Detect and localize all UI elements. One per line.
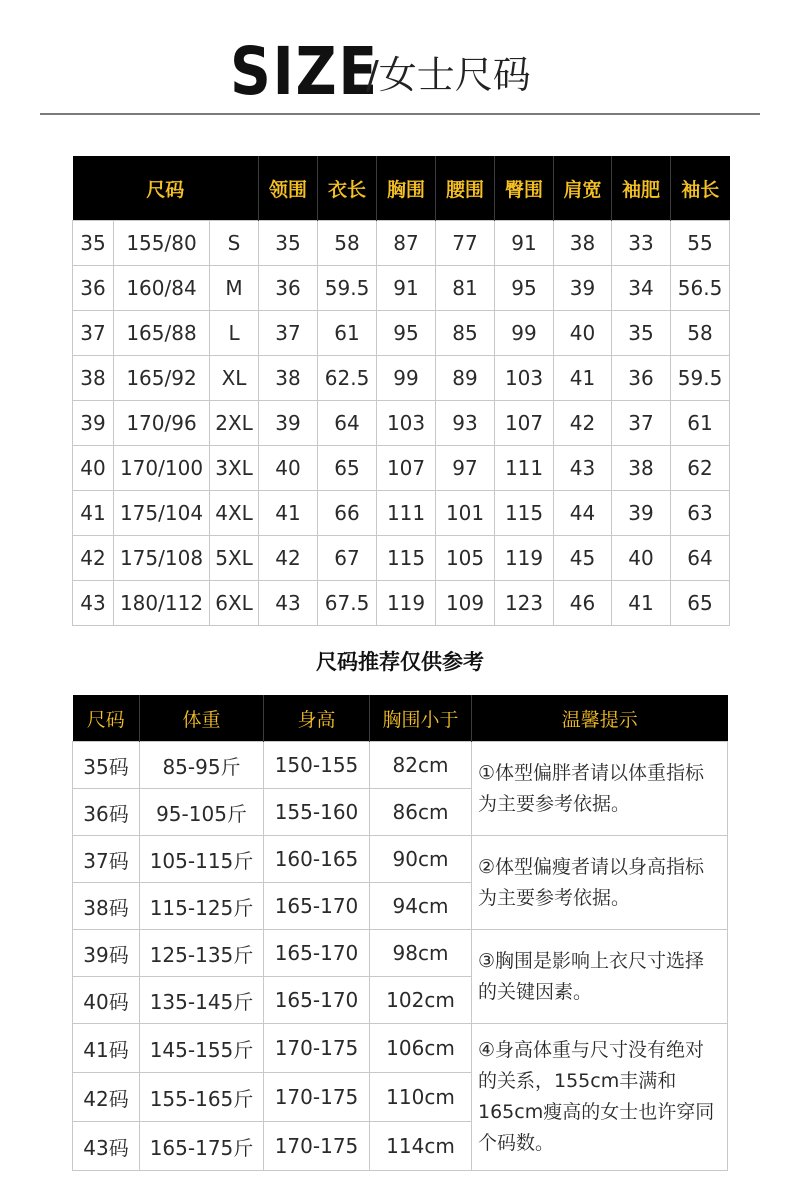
table-cell: 97 — [436, 446, 495, 491]
table-cell: 165-175斤 — [140, 1122, 264, 1171]
table-cell: 34 — [612, 266, 671, 311]
table-cell: 38 — [554, 221, 612, 266]
table-cell: 67 — [318, 536, 377, 581]
table-cell: 40 — [73, 446, 114, 491]
table-cell: 3XL — [210, 446, 259, 491]
table-cell: 89 — [436, 356, 495, 401]
table-row — [73, 401, 730, 446]
table-cell: 107 — [377, 446, 436, 491]
table-cell: 42 — [554, 401, 612, 446]
table-row — [73, 742, 728, 789]
header-size: 尺码 — [73, 156, 259, 221]
table-cell: 38 — [259, 356, 318, 401]
table-cell: 90cm — [370, 836, 472, 883]
table-cell: 170-175 — [264, 1122, 370, 1171]
table-row — [73, 311, 730, 356]
table-cell: 66 — [318, 491, 377, 536]
table-row — [73, 266, 730, 311]
table-cell: 64 — [671, 536, 730, 581]
table-cell: 39 — [73, 401, 114, 446]
table-cell: 82cm — [370, 742, 472, 789]
table-cell: 115-125斤 — [140, 883, 264, 930]
table-cell: 65 — [671, 581, 730, 626]
table-cell: 165-170 — [264, 930, 370, 977]
table-cell: S — [210, 221, 259, 266]
table-cell: 102cm — [370, 977, 472, 1024]
table-cell: XL — [210, 356, 259, 401]
table-cell: 87 — [377, 221, 436, 266]
table-cell: 91 — [377, 266, 436, 311]
table-cell: 175/108 — [114, 536, 210, 581]
table-cell: 105 — [436, 536, 495, 581]
table-row — [73, 836, 728, 883]
table-cell: 165-170 — [264, 883, 370, 930]
header-length: 衣长 — [318, 156, 377, 221]
table-cell: 36码 — [73, 789, 140, 836]
header-sleeve-width: 袖肥 — [612, 156, 671, 221]
table-cell: 85-95斤 — [140, 742, 264, 789]
table-cell: 86cm — [370, 789, 472, 836]
table-cell: 111 — [495, 446, 554, 491]
table-cell: 115 — [377, 536, 436, 581]
table-cell: 43 — [73, 581, 114, 626]
table-cell: 180/112 — [114, 581, 210, 626]
table-cell: 170/96 — [114, 401, 210, 446]
header-waist: 腰围 — [436, 156, 495, 221]
table-cell: 6XL — [210, 581, 259, 626]
table-cell: 91 — [495, 221, 554, 266]
table-row — [73, 930, 728, 977]
table-cell: 41 — [259, 491, 318, 536]
table-cell: 41码 — [73, 1024, 140, 1073]
table-cell: 109 — [436, 581, 495, 626]
table-cell: 40码 — [73, 977, 140, 1024]
table-cell: 46 — [554, 581, 612, 626]
table-cell: 40 — [259, 446, 318, 491]
table-cell: 43码 — [73, 1122, 140, 1171]
page-subtitle: /女士尺码 — [366, 53, 531, 97]
table-cell: 170-175 — [264, 1024, 370, 1073]
recommend-table-header-row — [73, 695, 728, 742]
table-cell: 155-160 — [264, 789, 370, 836]
table-cell: 150-155 — [264, 742, 370, 789]
table-cell: 42码 — [73, 1073, 140, 1122]
table-cell: 62.5 — [318, 356, 377, 401]
table-cell: 95 — [495, 266, 554, 311]
table-cell: 5XL — [210, 536, 259, 581]
table-cell: 119 — [377, 581, 436, 626]
size-table — [72, 156, 730, 626]
table-cell: 99 — [377, 356, 436, 401]
table-cell: 39码 — [73, 930, 140, 977]
table-cell: 42 — [259, 536, 318, 581]
tip-cell: ④身高体重与尺寸没有绝对的关系，155cm丰满和165cm瘦高的女士也许穿同个码数。 — [472, 1024, 728, 1171]
page-title: SIZE — [230, 33, 379, 110]
table-cell: 59.5 — [318, 266, 377, 311]
table-row — [73, 581, 730, 626]
table-cell: 41 — [73, 491, 114, 536]
table-cell: 145-155斤 — [140, 1024, 264, 1073]
recommend-table — [72, 695, 728, 1171]
header-bust: 胸围 — [377, 156, 436, 221]
table-cell: 103 — [377, 401, 436, 446]
table-cell: 61 — [318, 311, 377, 356]
table-cell: 36 — [259, 266, 318, 311]
table-row — [73, 356, 730, 401]
table-cell: 81 — [436, 266, 495, 311]
table-cell: 44 — [554, 491, 612, 536]
table-cell: 93 — [436, 401, 495, 446]
table-cell: 77 — [436, 221, 495, 266]
table-cell: 67.5 — [318, 581, 377, 626]
table-cell: 40 — [554, 311, 612, 356]
table-cell: 103 — [495, 356, 554, 401]
recommend-title: 尺码推荐仅供参考 — [316, 650, 484, 674]
table-cell: 35 — [73, 221, 114, 266]
table-cell: 38码 — [73, 883, 140, 930]
table-row — [73, 536, 730, 581]
table-cell: 59.5 — [671, 356, 730, 401]
table-cell: 36 — [612, 356, 671, 401]
table-cell: 135-145斤 — [140, 977, 264, 1024]
table-cell: 107 — [495, 401, 554, 446]
table-cell: 41 — [612, 581, 671, 626]
table-cell: 170/100 — [114, 446, 210, 491]
table-cell: 38 — [73, 356, 114, 401]
table-cell: 43 — [554, 446, 612, 491]
header-tips: 温馨提示 — [472, 695, 728, 742]
title-divider — [40, 113, 760, 115]
table-cell: 62 — [671, 446, 730, 491]
table-cell: 56.5 — [671, 266, 730, 311]
table-cell: 40 — [612, 536, 671, 581]
header-weight: 体重 — [140, 695, 264, 742]
table-cell: 114cm — [370, 1122, 472, 1171]
header-sleeve-length: 袖长 — [671, 156, 730, 221]
table-cell: 106cm — [370, 1024, 472, 1073]
table-cell: 37 — [73, 311, 114, 356]
table-cell: 35 — [612, 311, 671, 356]
table-cell: 61 — [671, 401, 730, 446]
page-header — [0, 0, 800, 120]
table-cell: 95 — [377, 311, 436, 356]
table-cell: 105-115斤 — [140, 836, 264, 883]
table-cell: 101 — [436, 491, 495, 536]
table-cell: M — [210, 266, 259, 311]
table-cell: 39 — [554, 266, 612, 311]
header-bust-below: 胸围小于 — [370, 695, 472, 742]
table-cell: 39 — [259, 401, 318, 446]
table-cell: 2XL — [210, 401, 259, 446]
tip-cell: ②体型偏瘦者请以身高指标为主要参考依据。 — [472, 836, 728, 930]
table-cell: 155/80 — [114, 221, 210, 266]
table-cell: 160-165 — [264, 836, 370, 883]
table-row — [73, 1024, 728, 1073]
table-cell: 95-105斤 — [140, 789, 264, 836]
header-shoulder: 肩宽 — [554, 156, 612, 221]
table-row — [73, 446, 730, 491]
table-cell: 94cm — [370, 883, 472, 930]
table-cell: 85 — [436, 311, 495, 356]
table-cell: 37 — [259, 311, 318, 356]
table-cell: 33 — [612, 221, 671, 266]
table-cell: 115 — [495, 491, 554, 536]
table-cell: 64 — [318, 401, 377, 446]
header-size: 尺码 — [73, 695, 140, 742]
header-height: 身高 — [264, 695, 370, 742]
table-cell: L — [210, 311, 259, 356]
table-cell: 63 — [671, 491, 730, 536]
table-cell: 37码 — [73, 836, 140, 883]
table-cell: 43 — [259, 581, 318, 626]
table-cell: 35码 — [73, 742, 140, 789]
table-cell: 175/104 — [114, 491, 210, 536]
table-cell: 170-175 — [264, 1073, 370, 1122]
header-collar: 领围 — [259, 156, 318, 221]
table-cell: 41 — [554, 356, 612, 401]
table-cell: 155-165斤 — [140, 1073, 264, 1122]
tip-cell: ③胸围是影响上衣尺寸选择的关键因素。 — [472, 930, 728, 1024]
table-cell: 123 — [495, 581, 554, 626]
table-cell: 111 — [377, 491, 436, 536]
table-cell: 110cm — [370, 1073, 472, 1122]
table-cell: 38 — [612, 446, 671, 491]
table-cell: 45 — [554, 536, 612, 581]
table-cell: 160/84 — [114, 266, 210, 311]
table-cell: 58 — [671, 311, 730, 356]
table-cell: 165-170 — [264, 977, 370, 1024]
table-cell: 65 — [318, 446, 377, 491]
table-cell: 37 — [612, 401, 671, 446]
tip-cell: ①体型偏胖者请以体重指标为主要参考依据。 — [472, 742, 728, 836]
table-cell: 58 — [318, 221, 377, 266]
size-table-header-row — [73, 156, 730, 221]
table-cell: 165/92 — [114, 356, 210, 401]
table-cell: 42 — [73, 536, 114, 581]
table-cell: 119 — [495, 536, 554, 581]
table-cell: 36 — [73, 266, 114, 311]
table-cell: 55 — [671, 221, 730, 266]
table-row — [73, 221, 730, 266]
table-cell: 98cm — [370, 930, 472, 977]
table-cell: 39 — [612, 491, 671, 536]
table-row — [73, 491, 730, 536]
table-cell: 99 — [495, 311, 554, 356]
table-cell: 125-135斤 — [140, 930, 264, 977]
header-hip: 臀围 — [495, 156, 554, 221]
table-cell: 4XL — [210, 491, 259, 536]
table-cell: 165/88 — [114, 311, 210, 356]
table-cell: 35 — [259, 221, 318, 266]
